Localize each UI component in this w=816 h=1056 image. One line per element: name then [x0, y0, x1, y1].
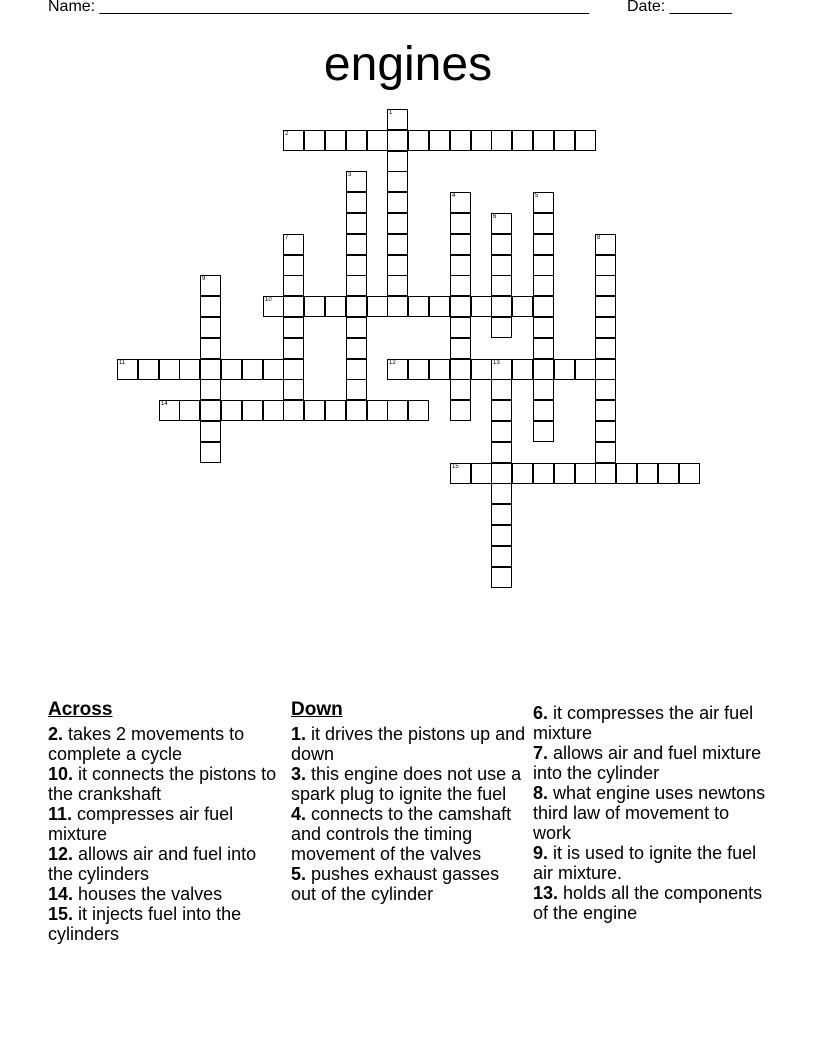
clue-item	[533, 783, 769, 843]
crossword-cell[interactable]	[304, 296, 325, 317]
clue-item	[291, 724, 527, 764]
clue-number: 15.	[48, 904, 74, 924]
crossword-cell[interactable]	[387, 359, 408, 380]
cell-number: 11	[119, 360, 126, 366]
crossword-cell[interactable]	[554, 463, 575, 484]
crossword-cell[interactable]	[200, 275, 221, 296]
clue-item	[291, 804, 527, 864]
crossword-cell[interactable]	[491, 275, 512, 296]
clue-number: 11.	[48, 804, 73, 824]
crossword-cell[interactable]	[491, 213, 512, 234]
crossword-cell[interactable]	[283, 317, 304, 338]
crossword-cell[interactable]	[408, 400, 429, 421]
crossword-cell[interactable]	[200, 379, 221, 400]
crossword-cell[interactable]	[346, 359, 367, 380]
crossword-cell[interactable]	[117, 359, 138, 380]
cell-number: 4	[452, 193, 456, 199]
cell-number: 1	[389, 110, 393, 116]
crossword-cell[interactable]	[408, 296, 429, 317]
crossword-cell[interactable]	[637, 463, 658, 484]
cell-number: 2	[285, 131, 289, 137]
crossword-cell[interactable]	[491, 317, 512, 338]
crossword-cell[interactable]	[200, 442, 221, 463]
clue-text: this engine does not use a spark plug to ignite the fuel	[291, 764, 522, 804]
cell-number: 12	[389, 360, 396, 366]
clue-text: what engine uses newtons third law of movement to work	[533, 783, 766, 843]
crossword-cell[interactable]	[159, 400, 180, 421]
clue-text: allows air and fuel mixture into the cylinder	[533, 743, 762, 783]
crossword-cell[interactable]	[575, 130, 596, 151]
crossword-cell[interactable]	[450, 400, 471, 421]
crossword-cell[interactable]	[512, 463, 533, 484]
cell-number: 7	[285, 235, 289, 241]
crossword-cell[interactable]	[491, 483, 512, 504]
crossword-cell[interactable]	[367, 296, 388, 317]
clue-text: houses the valves	[73, 884, 223, 904]
crossword-cell[interactable]	[575, 463, 596, 484]
crossword-cell[interactable]	[533, 463, 554, 484]
crossword-cell[interactable]	[595, 379, 616, 400]
crossword-cell[interactable]	[200, 317, 221, 338]
clue-item	[48, 884, 284, 904]
crossword-cell[interactable]	[159, 359, 180, 380]
crossword-cell[interactable]	[387, 192, 408, 213]
crossword-cell[interactable]	[595, 255, 616, 276]
page-title: engines	[323, 38, 493, 91]
clue-text: it is used to ignite the fuel air mixture.	[533, 843, 757, 883]
crossword-cell[interactable]	[346, 275, 367, 296]
clue-item	[48, 904, 284, 944]
name-field-label: Name: _______________________________________________________	[48, 0, 589, 15]
crossword-cell[interactable]	[283, 255, 304, 276]
crossword-cell[interactable]	[450, 192, 471, 213]
crossword-cell[interactable]	[595, 317, 616, 338]
crossword-cell[interactable]	[450, 255, 471, 276]
crossword-cell[interactable]	[304, 130, 325, 151]
crossword-cell[interactable]	[367, 400, 388, 421]
clue-item	[291, 864, 527, 904]
crossword-cell[interactable]	[533, 130, 554, 151]
crossword-cell[interactable]	[533, 192, 554, 213]
clue-item	[48, 844, 284, 884]
clue-text: connects to the camshaft and controls the timing movement of the valves	[291, 804, 512, 864]
crossword-cell[interactable]	[616, 463, 637, 484]
crossword-cell[interactable]	[533, 296, 554, 317]
crossword-cell[interactable]	[200, 400, 221, 421]
clue-item	[533, 743, 769, 783]
clue-item	[533, 883, 769, 923]
clue-number: 9.	[533, 843, 549, 863]
crossword-cell[interactable]	[242, 400, 263, 421]
crossword-cell[interactable]	[283, 359, 304, 380]
crossword-cell[interactable]	[533, 379, 554, 400]
crossword-cell[interactable]	[533, 317, 554, 338]
crossword-cell[interactable]	[283, 130, 304, 151]
crossword-cell[interactable]	[533, 400, 554, 421]
crossword-cell[interactable]	[387, 171, 408, 192]
crossword-cell[interactable]	[346, 317, 367, 338]
crossword-cell[interactable]	[471, 463, 492, 484]
crossword-cell[interactable]	[346, 379, 367, 400]
crossword-cell[interactable]	[554, 359, 575, 380]
crossword-cell[interactable]	[533, 275, 554, 296]
crossword-cell[interactable]	[283, 400, 304, 421]
crossword-cell[interactable]	[491, 421, 512, 442]
crossword-cell[interactable]	[283, 275, 304, 296]
crossword-cell[interactable]	[346, 234, 367, 255]
cell-number: 13	[493, 360, 500, 366]
clue-number: 3.	[291, 764, 307, 784]
clue-number: 14.	[48, 884, 74, 904]
crossword-cell[interactable]	[450, 338, 471, 359]
down-heading: Down	[291, 699, 343, 720]
crossword-cell[interactable]	[512, 130, 533, 151]
crossword-cell[interactable]	[221, 400, 242, 421]
crossword-cell[interactable]	[491, 255, 512, 276]
clue-number: 13.	[533, 883, 559, 903]
clue-number: 4.	[291, 804, 307, 824]
crossword-cell[interactable]	[533, 421, 554, 442]
crossword-cell[interactable]	[450, 317, 471, 338]
clue-item	[533, 703, 769, 743]
clue-text: it connects the pistons to the crankshaft	[48, 764, 277, 804]
clue-item	[533, 843, 769, 883]
crossword-cell[interactable]	[346, 213, 367, 234]
clue-item	[48, 724, 284, 764]
crossword-cell[interactable]	[450, 275, 471, 296]
across-heading: Across	[48, 699, 113, 720]
crossword-cell[interactable]	[325, 130, 346, 151]
crossword-cell[interactable]	[200, 421, 221, 442]
crossword-cell[interactable]	[450, 296, 471, 317]
crossword-cell[interactable]	[387, 255, 408, 276]
crossword-cell[interactable]	[595, 359, 616, 380]
crossword-cell[interactable]	[346, 400, 367, 421]
crossword-cell[interactable]	[491, 296, 512, 317]
cell-number: 8	[597, 235, 601, 241]
crossword-cell[interactable]	[387, 130, 408, 151]
crossword-cell[interactable]	[346, 192, 367, 213]
crossword-cell[interactable]	[387, 296, 408, 317]
crossword-cell[interactable]	[533, 255, 554, 276]
crossword-cell[interactable]	[491, 546, 512, 567]
crossword-cell[interactable]	[595, 275, 616, 296]
clue-text: takes 2 movements to complete a cycle	[48, 724, 245, 764]
clue-item	[48, 804, 284, 844]
crossword-cell[interactable]	[491, 130, 512, 151]
clue-item	[48, 764, 284, 804]
down-clues	[291, 700, 527, 904]
crossword-cell[interactable]	[450, 359, 471, 380]
crossword-cell[interactable]	[387, 151, 408, 172]
clue-text: it compresses the air fuel mixture	[533, 703, 754, 743]
crossword-cell[interactable]	[533, 234, 554, 255]
clue-number: 7.	[533, 743, 549, 763]
clue-number: 5.	[291, 864, 307, 884]
crossword-cell[interactable]	[450, 379, 471, 400]
cell-number: 14	[161, 401, 168, 407]
clue-text: it drives the pistons up and down	[291, 724, 526, 764]
crossword-cell[interactable]	[242, 359, 263, 380]
cell-number: 3	[348, 172, 352, 178]
crossword-cell[interactable]	[346, 171, 367, 192]
crossword-cell[interactable]	[595, 234, 616, 255]
clue-text: pushes exhaust gasses out of the cylinder	[291, 864, 500, 904]
crossword-cell[interactable]	[263, 296, 284, 317]
crossword-cell[interactable]	[491, 463, 512, 484]
crossword-cell[interactable]	[408, 130, 429, 151]
crossword-cell[interactable]	[367, 130, 388, 151]
crossword-cell[interactable]	[408, 359, 429, 380]
clue-number: 2.	[48, 724, 64, 744]
crossword-cell[interactable]	[387, 234, 408, 255]
crossword-cell[interactable]	[179, 400, 200, 421]
crossword-cell[interactable]	[387, 275, 408, 296]
crossword-cell[interactable]	[512, 359, 533, 380]
crossword-cell[interactable]	[221, 359, 242, 380]
crossword-cell[interactable]	[200, 296, 221, 317]
cell-number: 15	[452, 464, 459, 470]
crossword-cell[interactable]	[450, 130, 471, 151]
clue-number: 10.	[48, 764, 74, 784]
crossword-cell[interactable]	[512, 296, 533, 317]
cell-number: 5	[535, 193, 539, 199]
crossword-cell[interactable]	[471, 130, 492, 151]
crossword-cell[interactable]	[595, 296, 616, 317]
crossword-cell[interactable]	[595, 463, 616, 484]
crossword-cell[interactable]	[200, 338, 221, 359]
across-clues	[48, 700, 284, 944]
crossword-cell[interactable]	[450, 463, 471, 484]
crossword-cell[interactable]	[595, 421, 616, 442]
cell-number: 10	[265, 297, 272, 303]
date-field-label: Date: _______	[627, 0, 732, 15]
crossword-cell[interactable]	[554, 130, 575, 151]
crossword-cell[interactable]	[658, 463, 679, 484]
crossword-cell[interactable]	[471, 359, 492, 380]
clue-number: 1.	[291, 724, 307, 744]
crossword-cell[interactable]	[283, 296, 304, 317]
clue-number: 12.	[48, 844, 74, 864]
crossword-cell[interactable]	[491, 442, 512, 463]
crossword-cell[interactable]	[304, 400, 325, 421]
crossword-cell[interactable]	[491, 567, 512, 588]
crossword-cell[interactable]	[346, 130, 367, 151]
clue-item	[291, 764, 527, 804]
crossword-cell[interactable]	[679, 463, 700, 484]
crossword-cell[interactable]	[429, 359, 450, 380]
crossword-cell[interactable]	[533, 213, 554, 234]
crossword-cell[interactable]	[491, 525, 512, 546]
crossword-cell[interactable]	[138, 359, 159, 380]
crossword-cell[interactable]	[575, 359, 596, 380]
crossword-cell[interactable]	[387, 400, 408, 421]
crossword-cell[interactable]	[595, 400, 616, 421]
crossword-cell[interactable]	[491, 234, 512, 255]
clue-number: 6.	[533, 703, 549, 723]
crossword-cell[interactable]	[387, 213, 408, 234]
crossword-cell[interactable]	[595, 338, 616, 359]
crossword-cell[interactable]	[325, 296, 346, 317]
crossword-cell[interactable]	[491, 504, 512, 525]
crossword-cell[interactable]	[450, 213, 471, 234]
crossword-cell[interactable]	[533, 359, 554, 380]
crossword-cell[interactable]	[346, 255, 367, 276]
crossword-cell[interactable]	[450, 234, 471, 255]
cell-number: 9	[202, 276, 206, 282]
clue-text: it injects fuel into the cylinders	[48, 904, 242, 944]
clue-text: compresses air fuel mixture	[48, 804, 234, 844]
cell-number: 6	[493, 214, 497, 220]
crossword-cell[interactable]	[263, 400, 284, 421]
crossword-cell[interactable]	[200, 359, 221, 380]
crossword-cell[interactable]	[471, 296, 492, 317]
crossword-cell[interactable]	[263, 359, 284, 380]
crossword-cell[interactable]	[346, 338, 367, 359]
clue-text: holds all the components of the engine	[533, 883, 763, 923]
crossword-cell[interactable]	[283, 379, 304, 400]
clue-text: allows air and fuel into the cylinders	[48, 844, 257, 884]
crossword-cell[interactable]	[325, 400, 346, 421]
crossword-cell[interactable]	[283, 234, 304, 255]
crossword-cell[interactable]	[491, 400, 512, 421]
crossword-cell[interactable]	[491, 359, 512, 380]
crossword-cell[interactable]	[491, 379, 512, 400]
crossword-cell[interactable]	[429, 296, 450, 317]
clue-number: 8.	[533, 783, 549, 803]
crossword-cell[interactable]	[283, 338, 304, 359]
crossword-cell[interactable]	[533, 338, 554, 359]
crossword-cell[interactable]	[595, 442, 616, 463]
crossword-cell[interactable]	[179, 359, 200, 380]
crossword-cell[interactable]	[346, 296, 367, 317]
down-clues-continued	[533, 703, 769, 923]
crossword-cell[interactable]	[387, 109, 408, 130]
crossword-cell[interactable]	[429, 130, 450, 151]
